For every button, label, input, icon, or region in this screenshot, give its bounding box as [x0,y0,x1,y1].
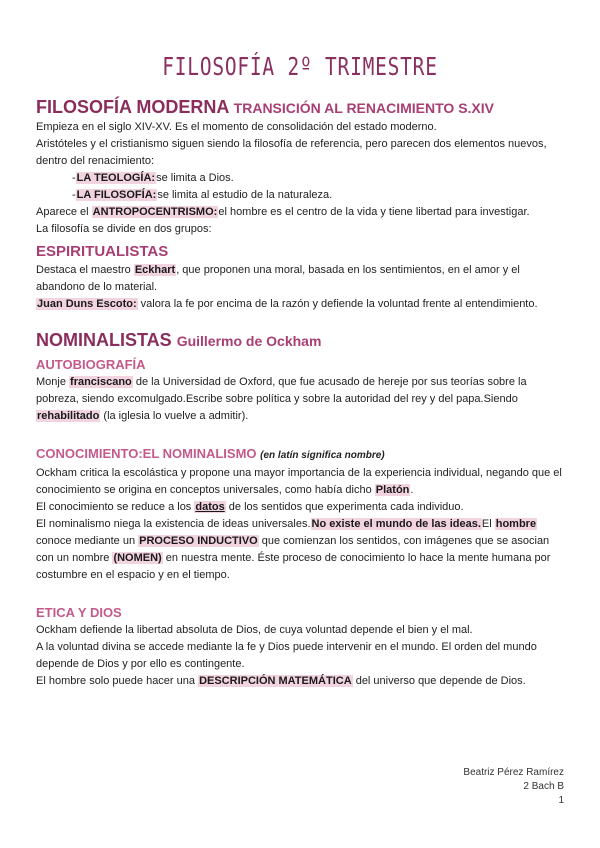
paragraph [36,673,566,690]
paragraph [36,296,566,313]
highlight-term: LA TEOLOGÍA: [76,172,156,184]
text: Destaca el maestro [36,264,134,276]
bullet-text: se limita a Dios. [156,172,234,184]
paragraph [36,262,566,296]
paragraph: A la voluntad divina se accede mediante la fe y Dios puede intervenir en el mundo. El orden del mundo depende de Dios y por ello es contingente. [36,641,537,670]
text: Ockham critica la escolástica y propone una mayor importancia de la experiencia individual, negando que el conocimiento se origina en conceptos universales, como había dicho [36,467,562,496]
highlight-term: rehabilitado [37,410,100,422]
page-footer [463,766,564,808]
paragraph [36,499,566,516]
text: Aparece el [36,206,92,218]
highlight-term: hombre [495,518,537,530]
text: valora la fe por encima de la razón y defiende la voluntad frente al entendimiento. [137,298,538,310]
highlight-term: LA FILOSOFÍA: [76,189,157,201]
text: El hombre solo puede hacer una [36,675,199,687]
text: que comienzan los sentidos, con imágenes que se asocian con un nombre [36,535,550,564]
text: El conocimiento se reduce a los [36,501,195,513]
heading-filosofia-moderna [36,96,566,119]
paragraph: La filosofía se divide en dos grupos: [36,223,212,235]
paragraph: Ockham defiende la libertad absoluta de Dios, de cuya voluntad depende el bien y el mal. [36,624,473,636]
heading-note: (en latín significa nombre) [260,450,385,461]
paragraph: Aristóteles y el cristianismo siguen siendo la filosofía de referencia, pero parecen dos elementos nuevos, dentro del renacimiento: [36,138,547,167]
highlight-term: No existe el mundo de las ideas. [311,518,481,530]
text: (la iglesia lo vuelve a admitir). [100,410,249,422]
paragraph [36,465,566,499]
bullet-filosofia: -LA FILOSOFÍA:se limita al estudio de la naturaleza. [72,189,333,201]
text: el hombre es el centro de la vida y tiene libertad para investigar. [218,206,530,218]
text: de los sentidos que experimenta cada individuo. [225,501,464,513]
text: , que proponen una moral, basada en los sentimientos, en el amor y el abandono de lo material. [36,264,520,293]
highlight-term: Eckhart [134,264,176,276]
document-body [36,96,566,690]
bullet-teologia: -LA TEOLOGÍA:se limita a Dios. [72,172,234,184]
highlight-term: ANTROPOCENTRISMO: [92,206,218,218]
text: Monje [36,376,70,388]
text: El nominalismo niega la existencia de ideas universales. [36,518,311,530]
heading-nominalistas [36,329,566,352]
heading-main: FILOSOFÍA MODERNA [36,97,229,117]
highlight-term: Platón [375,484,410,496]
bullet-text: se limita al estudio de la naturaleza. [157,189,333,201]
page-number: 1 [558,795,564,806]
text: del universo que depende de Dios. [352,675,526,687]
heading-sub: Guillermo de Ockham [176,333,322,349]
heading-conocimiento [36,445,566,465]
heading-main: NOMINALISTAS [36,330,172,350]
heading-espiritualistas: ESPIRITUALISTAS [36,243,169,260]
highlight-term: (NOMEN) [113,552,162,564]
highlight-term: franciscano [70,376,132,388]
class-group: 2 Bach B [523,781,564,792]
author-name: Beatriz Pérez Ramírez [463,767,564,778]
text: de la Universidad de Oxford, que fue acusado de hereje por sus teorías sobre la pobreza, siendo excomulgado.Escribe sobre política y sobre la autoridad del rey y del papa.Siendo [36,376,527,405]
paragraph [36,374,566,425]
heading-main: CONOCIMIENTO:EL NOMINALISMO [36,446,257,461]
highlight-term: Juan Duns Escoto: [37,298,137,310]
heading-etica-y-dios: ETICA Y DIOS [36,605,122,620]
heading-autobiografia: AUTOBIOGRAFÍA [36,357,146,372]
highlight-term: PROCESO INDUCTIVO [139,535,258,547]
paragraph [36,204,566,221]
page-title: FILOSOFÍA 2º TRIMESTRE [162,52,438,81]
text: . [410,484,414,496]
text: en nuestra mente. Éste proceso de conocimiento lo hace la mente humana por costumbre en el espacio y en el tiempo. [36,552,551,581]
paragraph: Empieza en el siglo XIV-XV. Es el momento de consolidación del estado moderno. [36,121,437,133]
highlight-term: datos [195,501,225,513]
text: conoce mediante un [36,535,139,547]
heading-sub: TRANSICIÓN AL RENACIMIENTO S.XIV [233,100,494,116]
text: El [481,518,495,530]
paragraph [36,516,566,584]
highlight-term: DESCRIPCIÓN MATEMÁTICA [199,675,352,687]
